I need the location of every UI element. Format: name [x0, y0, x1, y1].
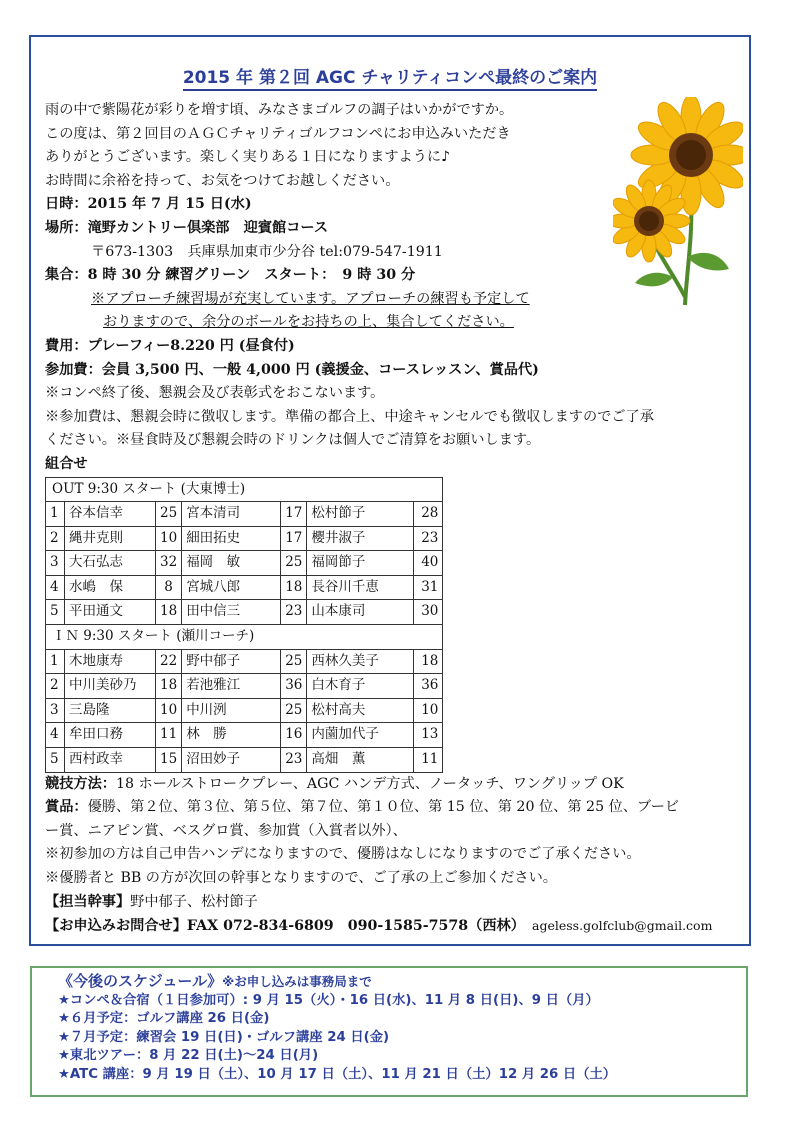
- meet-note: おりますので、余分のボールをお持ちの上、集合してください。: [103, 314, 514, 331]
- table-cell: 田中信三: [182, 600, 281, 625]
- table-cell: 1: [46, 502, 65, 527]
- intro-line: お時間に余裕を持って、お気をつけてお越しください。: [45, 172, 400, 189]
- schedule-frame: [30, 966, 748, 1097]
- table-cell: 若池雅江: [182, 674, 281, 699]
- table-cell: 25: [281, 698, 307, 723]
- table-cell: 18: [281, 575, 307, 600]
- table-cell: 西村政幸: [65, 748, 156, 773]
- table-cell: 17: [281, 502, 307, 527]
- prizes-line-cont: ー賞、ニアピン賞、ベスグロ賞、参加賞（入賞者以外）、: [45, 822, 407, 839]
- table-cell: 沼田妙子: [182, 748, 281, 773]
- schedule-item: ★ATC 講座：9 月 19 日（土）、10 月 17 日（土）、11 月 21 日（土）12 月 26 日（土）: [58, 1066, 617, 1082]
- table-cell: 36: [414, 674, 443, 699]
- table-cell: 3: [46, 698, 65, 723]
- table-cell: 16: [281, 723, 307, 748]
- table-cell: 13: [414, 723, 443, 748]
- method-line: 競技方法：18 ホールストロークプレー、AGC ハンデ方式、ノータッチ、ワングリップ OK: [45, 775, 624, 792]
- table-cell: 10: [156, 526, 182, 551]
- table-row: [46, 748, 443, 773]
- table-cell: 40: [414, 551, 443, 576]
- table-cell: 山本康司: [307, 600, 414, 625]
- table-row: [46, 526, 443, 551]
- fee-line: 費用：プレーフィー8.220 円 (昼食付): [45, 337, 295, 354]
- contact-line: 【お申込みお問合せ】FAX 072-834-6809 090-1585-7578（西林） ageless.golfclub@gmail.com: [45, 918, 713, 935]
- table-cell: 5: [46, 600, 65, 625]
- table-row: [46, 551, 443, 576]
- table-cell: 25: [281, 649, 307, 674]
- schedule-item: ★東北ツアー：8 月 22 日(土)〜24 日(月): [58, 1048, 319, 1063]
- table-cell: 36: [281, 674, 307, 699]
- entry-fee-line: 参加費：会員 3,500 円、一般 4,000 円 (義援金、コースレッスン、賞品代): [45, 361, 539, 378]
- table-cell: 25: [156, 502, 182, 527]
- table-cell: 西林久美子: [307, 649, 414, 674]
- table-cell: 17: [281, 526, 307, 551]
- table-cell: 高畑 薫: [307, 748, 414, 773]
- table-cell: 大石弘志: [65, 551, 156, 576]
- announcement-body: [45, 99, 745, 939]
- table-cell: 4: [46, 723, 65, 748]
- table-cell: 水嶋 保: [65, 575, 156, 600]
- table-cell: 15: [156, 748, 182, 773]
- table-row: [46, 600, 443, 625]
- table-cell: 10: [414, 698, 443, 723]
- table-cell: 平田通文: [65, 600, 156, 625]
- table-cell: 22: [156, 649, 182, 674]
- table-cell: 牟田口務: [65, 723, 156, 748]
- note-line: ※コンペ終了後、懇親会及び表彰式をおこないます。: [45, 385, 385, 402]
- table-cell: 三島隆: [65, 698, 156, 723]
- table-cell: 2: [46, 674, 65, 699]
- table-cell: 谷本信幸: [65, 502, 156, 527]
- table-cell: 縄井克則: [65, 526, 156, 551]
- table-cell: 23: [281, 748, 307, 773]
- table-cell: 4: [46, 575, 65, 600]
- table-cell: 木地康寿: [65, 649, 156, 674]
- page-title: 2015 年 第２回 AGC チャリティコンペ最終のご案内: [31, 63, 749, 88]
- table-cell: 野中郁子: [182, 649, 281, 674]
- table-cell: 25: [281, 551, 307, 576]
- meet-line: 集合：8 時 30 分 練習グリーン スタート： 9 時 30 分: [45, 267, 416, 284]
- table-cell: 11: [414, 748, 443, 773]
- schedule-item: ★７月予定：練習会 19 日(日)・ゴルフ講座 24 日(金): [58, 1029, 390, 1045]
- table-cell: 18: [156, 674, 182, 699]
- intro-line: ありがとうございます。楽しく実りある１日になりますように♪: [45, 149, 451, 166]
- table-cell: 林 勝: [182, 723, 281, 748]
- announcement-frame: [29, 35, 751, 946]
- table-cell: 松村節子: [307, 502, 414, 527]
- table-row: [46, 674, 443, 699]
- table-cell: 細田拓史: [182, 526, 281, 551]
- group-header-row: [46, 477, 443, 502]
- table-cell: 18: [414, 649, 443, 674]
- table-cell: 内薗加代子: [307, 723, 414, 748]
- table-cell: 白木育子: [307, 674, 414, 699]
- schedule-item: ★６月予定：ゴルフ講座 26 日(金): [58, 1011, 270, 1026]
- table-cell: 30: [414, 600, 443, 625]
- table-row: [46, 575, 443, 600]
- table-cell: 3: [46, 551, 65, 576]
- note-line: ※優勝者と BB の方が次回の幹事となりますので、ご了承の上ご参加ください。: [45, 870, 557, 886]
- intro-line: 雨の中で紫陽花が彩りを増す頃、みなさまゴルフの調子はいかがですか。: [45, 102, 514, 118]
- group-header: OUT 9:30 スタート (大東博士): [46, 477, 443, 502]
- table-cell: 5: [46, 748, 65, 773]
- schedule-block: [58, 972, 616, 1084]
- table-row: [46, 649, 443, 674]
- intro-line: この度は、第２回目のＡＧＣチャリティゴルフコンペにお申込みいただき: [45, 125, 511, 142]
- table-cell: 中川洌: [182, 698, 281, 723]
- table-cell: 18: [156, 600, 182, 625]
- table-cell: 10: [156, 698, 182, 723]
- note-line: ※参加費は、懇親会時に徴収します。準備の都合上、中途キャンセルでも徴収しますのでご了承: [45, 408, 654, 425]
- organizer-line: 【担当幹事】野中郁子、松村節子: [45, 893, 258, 910]
- table-cell: 宮本清司: [182, 502, 281, 527]
- group-header-row: [46, 625, 443, 650]
- table-cell: 櫻井淑子: [307, 526, 414, 551]
- table-cell: 長谷川千恵: [307, 575, 414, 600]
- table-row: [46, 502, 443, 527]
- schedule-item: ★コンペ＆合宿（１日参加可）: 9 月 15（火）・16 日(水)、11 月 8 日(日)、9 日（月）: [58, 992, 599, 1008]
- table-cell: 28: [414, 502, 443, 527]
- table-cell: 福岡節子: [307, 551, 414, 576]
- meet-note: ※アプローチ練習場が充実しています。アプローチの練習も予定して: [91, 290, 530, 307]
- group-header: ＩＮ 9:30 スタート (瀬川コーチ): [46, 625, 443, 650]
- table-cell: 23: [281, 600, 307, 625]
- table-cell: 宮城八郎: [182, 575, 281, 600]
- table-row: [46, 723, 443, 748]
- table-cell: 中川美砂乃: [65, 674, 156, 699]
- table-cell: 23: [414, 526, 443, 551]
- table-cell: 11: [156, 723, 182, 748]
- note-line: ください。※昼食時及び懇親会時のドリンクは個人でご清算をお願いします。: [45, 432, 541, 449]
- prizes-line: 賞品：優勝、第２位、第３位、第５位、第７位、第１０位、第 15 位、第 20 位、第 25 位、ブービ: [45, 799, 680, 816]
- table-cell: 2: [46, 526, 65, 551]
- note-line: ※初参加の方は自己申告ハンデになりますので、優勝はなしになりますのでご了承ください。: [45, 846, 641, 863]
- table-row: [46, 698, 443, 723]
- groups-table: [45, 477, 443, 773]
- table-cell: 1: [46, 649, 65, 674]
- table-cell: 32: [156, 551, 182, 576]
- groups-label: 組合せ: [45, 455, 88, 472]
- address-line: 〒673-1303 兵庫県加東市少分谷 tel:079-547-1911: [91, 243, 443, 260]
- table-cell: 8: [156, 575, 182, 600]
- place-line: 場所：滝野カントリー倶楽部 迎賓館コース: [45, 219, 329, 236]
- email-text: ageless.golfclub@gmail.com: [532, 918, 713, 934]
- table-cell: 松村高夫: [307, 698, 414, 723]
- schedule-heading: 《今後のスケジュール》※お申し込みは事務局まで: [58, 972, 372, 990]
- table-cell: 福岡 敏: [182, 551, 281, 576]
- date-line: 日時：2015 年 7 月 15 日(水): [45, 196, 252, 213]
- table-cell: 31: [414, 575, 443, 600]
